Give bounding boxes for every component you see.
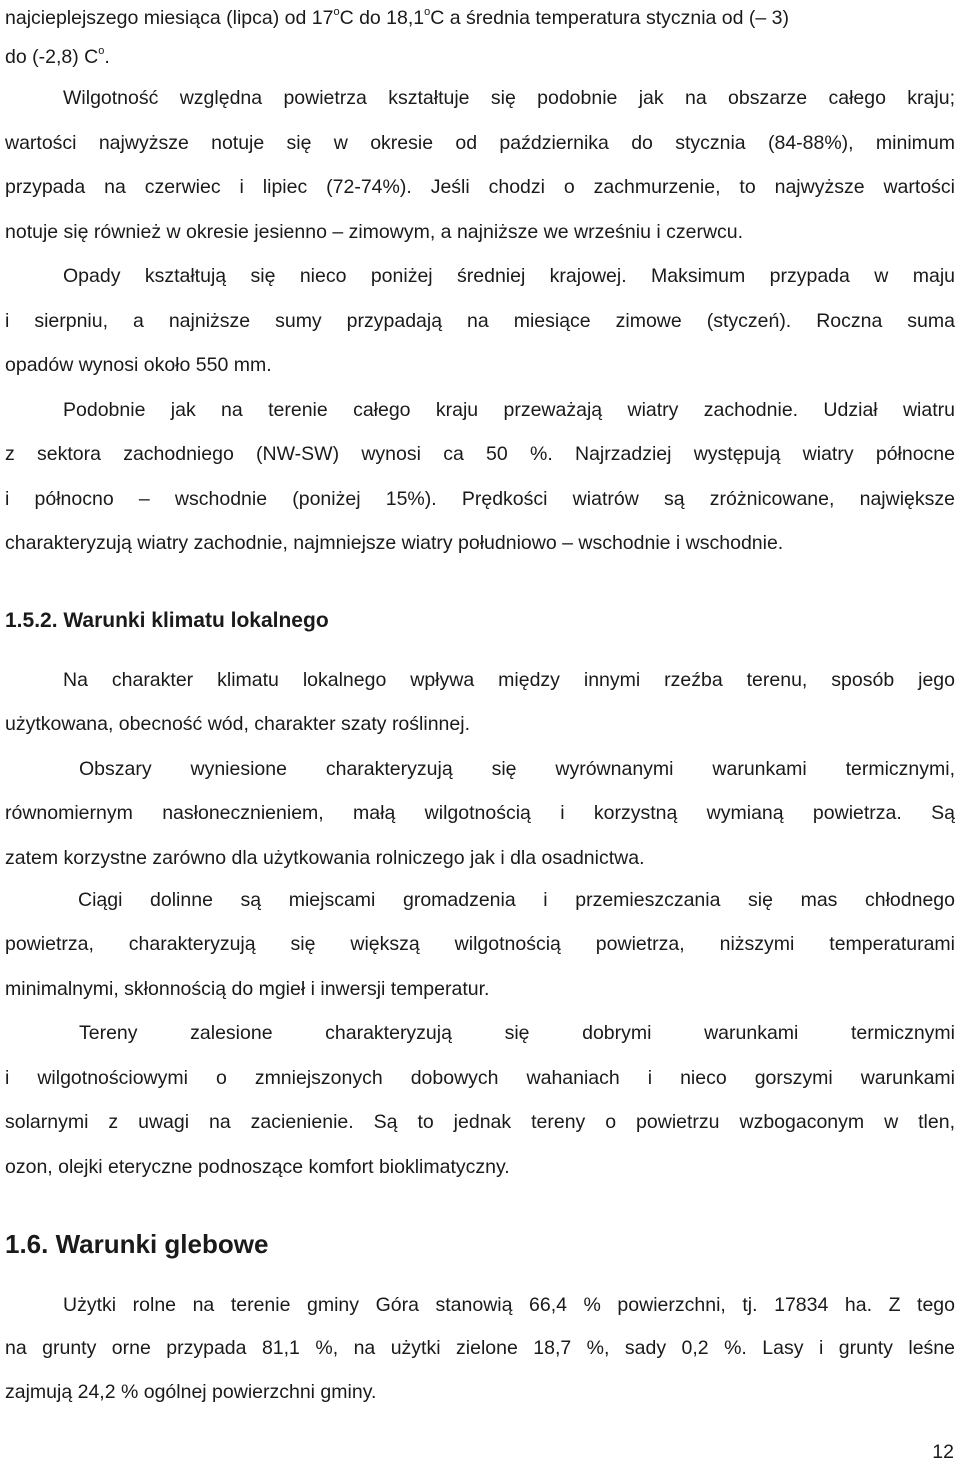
paragraph-line: użytkowana, obecność wód, charakter szaty roślinnej. <box>5 713 470 735</box>
paragraph-line: na grunty orne przypada 81,1 %, na użytki zielone 18,7 %, sady 0,2 %. Lasy i grunty leśne <box>5 1337 955 1359</box>
degree-mark: o <box>424 5 431 18</box>
paragraph-line: solarnymi z uwagi na zacienienie. Są to jednak tereny o powietrzu wzbogaconym w tlen, <box>5 1111 955 1133</box>
paragraph-line: Obszary wyniesione charakteryzują się wyrównanymi warunkami termicznymi, <box>79 758 955 780</box>
paragraph-line: Wilgotność względna powietrza kształtuje się podobnie jak na obszarze całego kraju; <box>63 87 955 109</box>
text-segment: . <box>104 46 110 68</box>
paragraph-line: i północno – wschodnie (poniżej 15%). Prędkości wiatrów są zróżnicowane, największe <box>5 488 955 510</box>
paragraph-line: i wilgotnościowymi o zmniejszonych dobowych wahaniach i nieco gorszymi warunkami <box>5 1067 955 1089</box>
paragraph-line: Na charakter klimatu lokalnego wpływa między innymi rzeźba terenu, sposób jego <box>63 669 955 691</box>
paragraph-line: opadów wynosi około 550 mm. <box>5 354 272 376</box>
paragraph-line: Opady kształtują się nieco poniżej średniej krajowej. Maksimum przypada w maju <box>63 265 955 287</box>
page-number: 12 <box>932 1441 954 1463</box>
section-heading: 1.6. Warunki glebowe <box>5 1229 269 1259</box>
paragraph-line: przypada na czerwiec i lipiec (72-74%). Jeśli chodzi o zachmurzenie, to najwyższe wartości <box>5 176 955 198</box>
degree-mark: o <box>98 44 105 57</box>
text-segment: C a średnia temperatura stycznia od (– 3) <box>430 7 790 29</box>
paragraph-line: zatem korzystne zarówno dla użytkowania rolniczego jak i dla osadnictwa. <box>5 847 645 869</box>
paragraph-line: wartości najwyższe notuje się w okresie od października do stycznia (84-88%), minimum <box>5 132 955 154</box>
paragraph-line: Użytki rolne na terenie gminy Góra stanowią 66,4 % powierzchni, tj. 17834 ha. Z tego <box>63 1294 955 1316</box>
paragraph-line: ozon, olejki eteryczne podnoszące komfort bioklimatyczny. <box>5 1156 510 1178</box>
text-segment: C do 18,1 <box>339 7 425 29</box>
paragraph-line: Podobnie jak na terenie całego kraju przeważają wiatry zachodnie. Udział wiatru <box>63 399 955 421</box>
paragraph-line: powietrza, charakteryzują się większą wilgotnością powietrza, niższymi temperaturami <box>5 933 955 955</box>
paragraph-line: równomiernym nasłonecznieniem, małą wilgotnością i korzystną wymianą powietrza. Są <box>5 802 955 824</box>
paragraph-line: notuje się również w okresie jesienno – zimowym, a najniższe we wrześniu i czerwcu. <box>5 221 744 243</box>
paragraph-line: Tereny zalesione charakteryzują się dobrymi warunkami termicznymi <box>79 1022 955 1044</box>
paragraph-line <box>5 45 955 69</box>
text-segment: najcieplejszego miesiąca (lipca) od 17 <box>5 7 334 29</box>
paragraph-line: Ciągi dolinne są miejscami gromadzenia i przemieszczania się mas chłodnego <box>78 889 955 911</box>
paragraph-line: i sierpniu, a najniższe sumy przypadają na miesiące zimowe (styczeń). Roczna suma <box>5 310 955 332</box>
degree-mark: o <box>333 5 340 18</box>
section-heading: 1.5.2. Warunki klimatu lokalnego <box>5 609 329 632</box>
text-segment: do (-2,8) C <box>5 46 99 68</box>
paragraph-line: zajmują 24,2 % ogólnej powierzchni gminy. <box>5 1381 377 1403</box>
paragraph-line: minimalnymi, skłonnością do mgieł i inwersji temperatur. <box>5 978 490 1000</box>
paragraph-line: charakteryzują wiatry zachodnie, najmniejsze wiatry południowo – wschodnie i wschodnie. <box>5 532 784 554</box>
paragraph-line: z sektora zachodniego (NW-SW) wynosi ca 50 %. Najrzadziej występują wiatry północne <box>5 443 955 465</box>
paragraph-line <box>5 6 955 30</box>
